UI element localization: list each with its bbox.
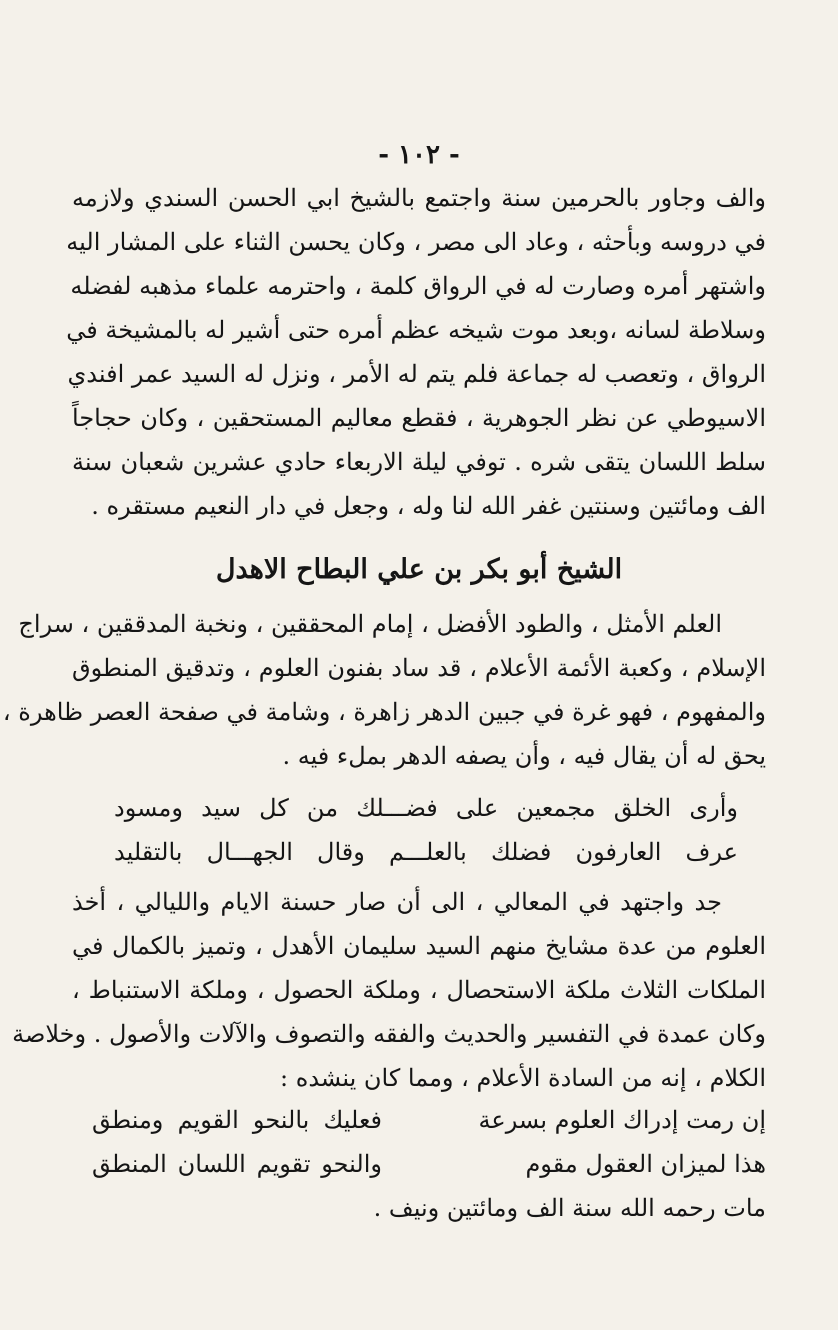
poem-hemistich: هذا لميزان العقول مقوم <box>525 1150 766 1178</box>
text-line: الرواق ، وتعصب له جماعة فلم يتم له الأمر ، ونزل له السيد عمر افندي <box>67 360 766 388</box>
poem-hemistich: إن رمت إدراك العلوم بسرعة <box>478 1106 766 1134</box>
closing-line: مات رحمه الله سنة الف ومائتين ونيف . <box>373 1194 766 1222</box>
text-line: العلوم من عدة مشايخ منهم السيد سليمان الأهدل ، وتميز بالكمال في <box>72 932 766 960</box>
poem-verse: عرف العارفون فضلك بالعلـــم وقال الجهـــال بالتقليد <box>114 838 738 866</box>
text-line: واشتهر أمره وصارت له في الرواق كلمة ، واحترمه علماء مذهبه لفضله <box>70 272 766 300</box>
text-line: يحق له أن يقال فيه ، وأن يصفه الدهر بملء فيه . <box>282 742 766 770</box>
section-heading: الشيخ أبو بكر بن علي البطاح الاهدل <box>215 554 623 585</box>
page-number: - ١٠٢ - <box>378 140 460 170</box>
text-line: الف ومائتين وسنتين غفر الله لنا وله ، وجعل في دار النعيم مستقره . <box>91 492 766 520</box>
poem-hemistich: فعليك بالنحو القويم ومنطق <box>92 1106 382 1134</box>
text-line: الاسيوطي عن نظر الجوهرية ، فقطع معاليم المستحقين ، وكان حجاجاً <box>72 404 766 432</box>
text-line: الإسلام ، وكعبة الأئمة الأعلام ، قد ساد بفنون العلوم ، وتدقيق المنطوق <box>72 654 766 682</box>
text-line: العلم الأمثل ، والطود الأفضل ، إمام المحققين ، ونخبة المدققين ، سراج <box>18 610 722 638</box>
poem-hemistich: والنحو تقويم اللسان المنطق <box>92 1150 382 1178</box>
text-line: وسلاطة لسانه ،وبعد موت شيخه عظم أمره حتى أشير له بالمشيخة في <box>66 316 766 344</box>
text-line: والف وجاور بالحرمين سنة واجتمع بالشيخ ابي الحسن السندي ولازمه <box>72 184 766 212</box>
text-line: الملكات الثلاث ملكة الاستحصال ، وملكة الحصول ، وملكة الاستنباط ، <box>72 976 766 1004</box>
text-line: في دروسه وبأحثه ، وعاد الى مصر ، وكان يحسن الثناء على المشار اليه <box>66 228 766 256</box>
text-line: جد واجتهد في المعالي ، الى أن صار حسنة الايام والليالي ، أخذ <box>72 888 722 916</box>
text-line: الكلام ، إنه من السادة الأعلام ، ومما كان ينشده : <box>280 1064 766 1092</box>
text-line: سلط اللسان يتقى شره . توفي ليلة الاربعاء حادي عشرين شعبان سنة <box>72 448 766 476</box>
text-line: والمفهوم ، فهو غرة في جبين الدهر زاهرة ، وشامة في صفحة العصر ظاهرة ، <box>2 698 766 726</box>
poem-verse: وأرى الخلق مجمعين على فضـــلك من كل سيد ومسود <box>114 794 738 822</box>
text-line: وكان عمدة في التفسير والحديث والفقه والتصوف والآلات والأصول . وخلاصة <box>12 1020 766 1048</box>
